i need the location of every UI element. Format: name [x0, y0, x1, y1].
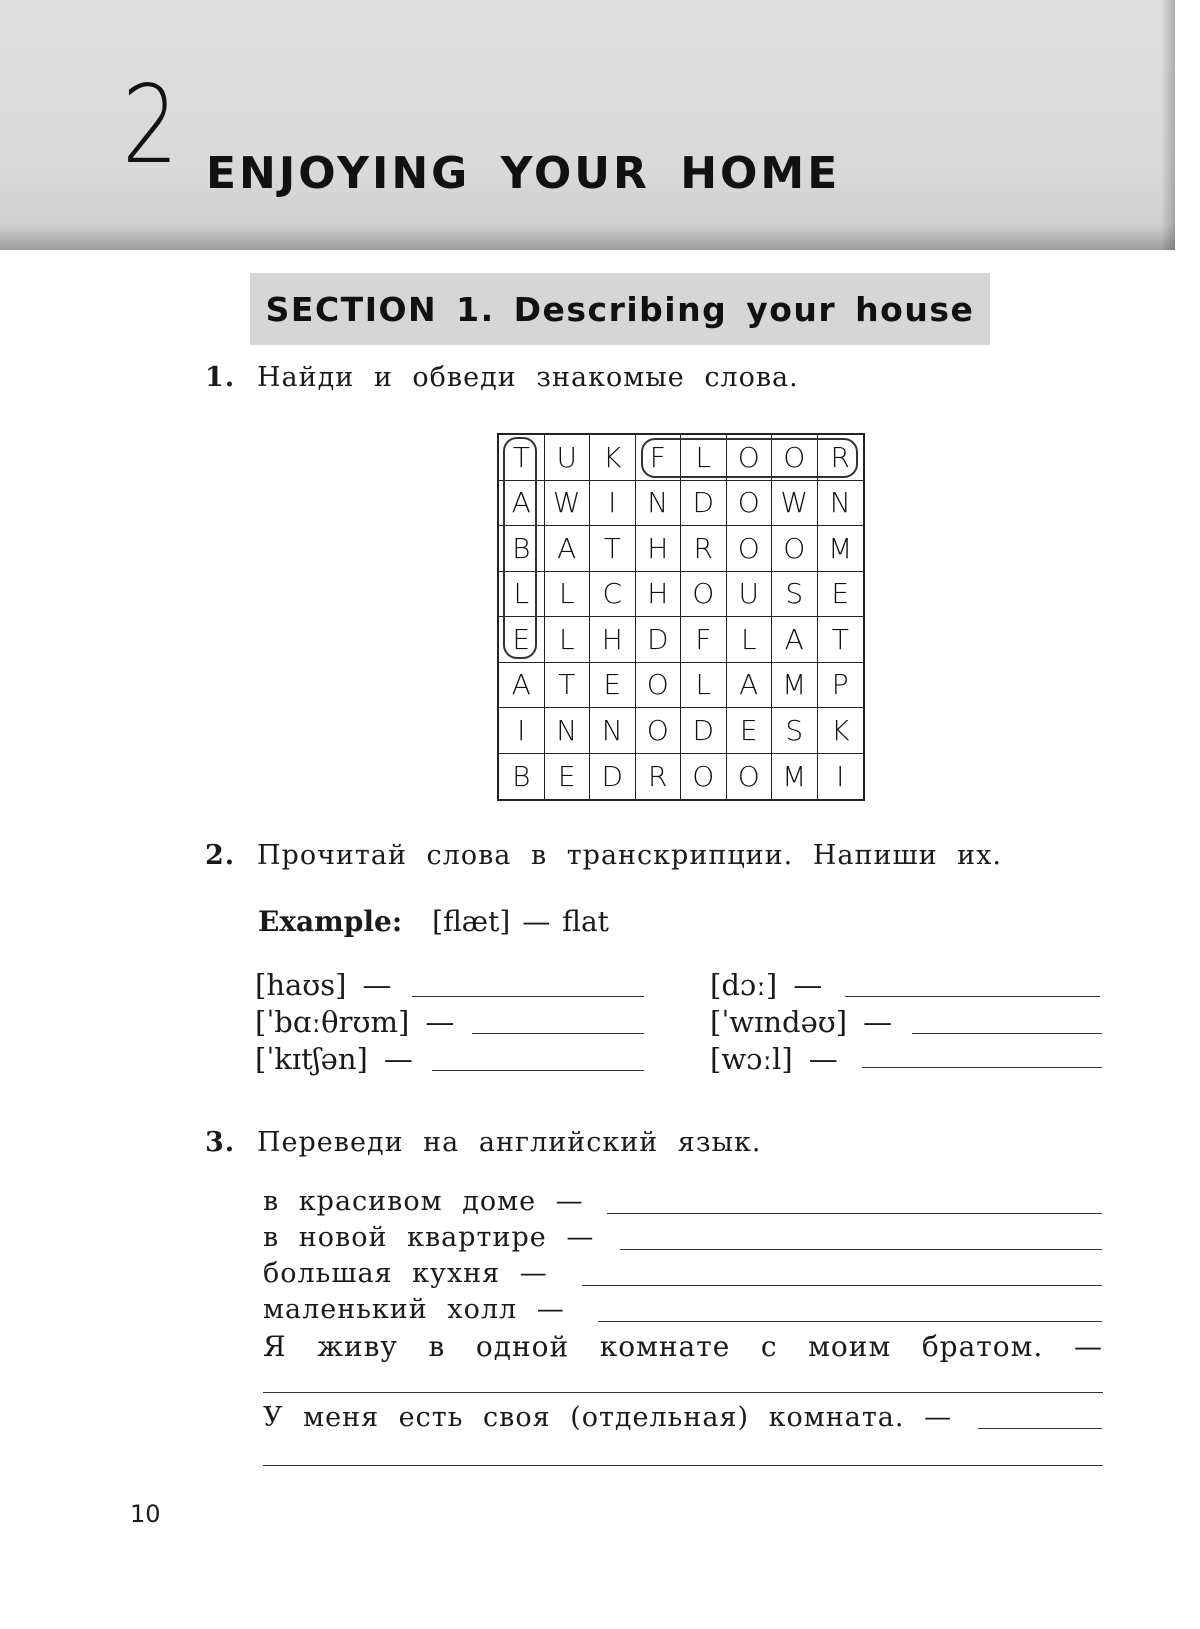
grid-cell[interactable]: H: [636, 572, 682, 618]
phrase-item: [263, 1222, 594, 1253]
example-phonetic: [flæt]: [432, 905, 511, 938]
grid-cell[interactable]: L: [545, 572, 591, 618]
task-1-number: 1.: [205, 362, 236, 393]
grid-cell[interactable]: A: [772, 617, 818, 663]
transcription-item: [255, 968, 391, 1002]
transcription-item: [710, 1005, 892, 1039]
grid-cell[interactable]: I: [590, 481, 636, 527]
chapter-title: ENJOYING YOUR HOME: [206, 148, 841, 199]
grid-cell[interactable]: I: [499, 708, 545, 754]
task-3-heading: [205, 1127, 762, 1158]
dash: —: [793, 968, 823, 1002]
grid-cell[interactable]: W: [545, 481, 591, 527]
grid-cell[interactable]: E: [818, 572, 864, 618]
answer-line[interactable]: [912, 1033, 1102, 1034]
grid-cell[interactable]: E: [727, 708, 773, 754]
grid-cell[interactable]: D: [681, 708, 727, 754]
word-search-grid: [497, 433, 865, 801]
transcription-text: [ˈkɪtʃən]: [255, 1042, 368, 1076]
task-2-instruction: Прочитай слова в транскрипции. Напиши их.: [257, 840, 1002, 871]
grid-cell[interactable]: A: [727, 663, 773, 709]
grid-cell[interactable]: O: [681, 572, 727, 618]
grid-cell[interactable]: L: [545, 617, 591, 663]
sentence-word: с: [760, 1330, 778, 1363]
answer-line[interactable]: [412, 996, 644, 997]
task-3-instruction: Переведи на английский язык.: [257, 1127, 762, 1158]
grid-cell[interactable]: K: [590, 435, 636, 481]
grid-cell[interactable]: O: [636, 663, 682, 709]
dash: —: [383, 1042, 413, 1076]
grid-cell[interactable]: L: [499, 572, 545, 618]
grid-cell[interactable]: R: [681, 526, 727, 572]
grid-cell[interactable]: U: [545, 435, 591, 481]
dash: —: [808, 1042, 838, 1076]
sentence-word: Я: [263, 1330, 287, 1363]
grid-cell[interactable]: R: [818, 435, 864, 481]
example-dash: —: [522, 905, 551, 938]
grid-cell[interactable]: T: [818, 617, 864, 663]
grid-cell[interactable]: M: [772, 663, 818, 709]
task-1-heading: [205, 362, 799, 393]
grid-cell[interactable]: M: [772, 754, 818, 800]
answer-line[interactable]: [862, 1067, 1102, 1068]
dash: —: [924, 1402, 953, 1433]
grid-cell[interactable]: B: [499, 526, 545, 572]
grid-cell[interactable]: L: [727, 617, 773, 663]
task-1-instruction: Найди и обведи знакомые слова.: [257, 362, 799, 393]
answer-line[interactable]: [582, 1285, 1102, 1286]
answer-line[interactable]: [598, 1321, 1102, 1322]
transcription-text: [haʊs]: [255, 968, 347, 1002]
grid-cell[interactable]: L: [681, 663, 727, 709]
dash: —: [425, 1005, 455, 1039]
sentence-word: братом.: [921, 1330, 1044, 1363]
dash: —: [566, 1222, 595, 1253]
sentence-2: [263, 1402, 952, 1433]
grid-cell[interactable]: O: [681, 754, 727, 800]
chapter-header: [0, 0, 1175, 250]
transcription-item: [710, 1042, 838, 1076]
grid-cell[interactable]: D: [590, 754, 636, 800]
grid-cell[interactable]: L: [681, 435, 727, 481]
sentence-word: в: [428, 1330, 446, 1363]
grid-cell[interactable]: O: [636, 708, 682, 754]
grid-cell[interactable]: H: [590, 617, 636, 663]
dash: —: [536, 1294, 565, 1325]
example-label: Example:: [258, 905, 403, 938]
grid-cell[interactable]: O: [772, 526, 818, 572]
grid-cell[interactable]: E: [545, 754, 591, 800]
sentence-1: [263, 1330, 1103, 1363]
grid-cell[interactable]: W: [772, 481, 818, 527]
task-3-number: 3.: [205, 1127, 236, 1158]
grid-cell[interactable]: O: [772, 435, 818, 481]
phrase-text: в новой квартире: [263, 1222, 547, 1253]
grid-cell[interactable]: O: [727, 435, 773, 481]
grid-cell[interactable]: N: [590, 708, 636, 754]
transcription-text: [ˈwɪndəʊ]: [710, 1005, 848, 1039]
grid-cell[interactable]: K: [818, 708, 864, 754]
task-2-heading: [205, 840, 1002, 871]
grid-cell[interactable]: I: [836, 759, 845, 793]
section-title: SECTION 1. Describing your house: [265, 289, 975, 329]
grid-cell[interactable]: B: [499, 754, 545, 800]
grid-cell[interactable]: H: [636, 526, 682, 572]
grid-cell[interactable]: T: [590, 526, 636, 572]
grid-cell[interactable]: N: [545, 708, 591, 754]
dash: —: [362, 968, 392, 1002]
dash: —: [863, 1005, 893, 1039]
sentence-word: живу: [317, 1330, 398, 1363]
answer-line[interactable]: [845, 996, 1100, 997]
sentence-word: —: [1073, 1330, 1103, 1363]
grid-cell[interactable]: P: [818, 663, 864, 709]
dash: —: [519, 1258, 548, 1289]
grid-cell[interactable]: D: [636, 617, 682, 663]
chapter-number: 2: [122, 63, 179, 188]
task-2-number: 2.: [205, 840, 236, 871]
transcription-text: [ˈbɑːθrʊm]: [255, 1005, 410, 1039]
section-banner: [250, 273, 990, 345]
grid-cell[interactable]: O: [727, 526, 773, 572]
transcription-text: [dɔː]: [710, 968, 778, 1002]
grid-cell[interactable]: O: [727, 754, 773, 800]
grid-cell[interactable]: T: [545, 663, 591, 709]
grid-cell[interactable]: R: [636, 754, 682, 800]
grid-cell[interactable]: F: [636, 435, 682, 481]
grid-cell[interactable]: O: [727, 481, 773, 527]
sentence-word: комнате: [599, 1330, 731, 1363]
answer-line[interactable]: [472, 1033, 644, 1034]
grid-cell[interactable]: N: [818, 481, 864, 527]
phrase-item: [263, 1294, 565, 1325]
transcription-item: [710, 968, 822, 1002]
grid-cell[interactable]: D: [681, 481, 727, 527]
transcription-item: [255, 1005, 454, 1039]
sentence-word: моим: [808, 1330, 892, 1363]
transcription-item: [255, 1042, 413, 1076]
sentence-2-text: У меня есть своя (отдельная) комната.: [263, 1402, 905, 1433]
phrase-item: [263, 1258, 548, 1289]
grid-cell[interactable]: S: [772, 708, 818, 754]
dash: —: [555, 1186, 584, 1217]
example-line: [258, 905, 609, 938]
answer-line[interactable]: [978, 1428, 1102, 1429]
grid-cell[interactable]: M: [818, 526, 864, 572]
example-answer: flat: [562, 905, 609, 938]
answer-line[interactable]: [432, 1070, 644, 1071]
grid-cell[interactable]: E: [590, 663, 636, 709]
phrase-text: маленький холл: [263, 1294, 518, 1325]
grid-cell[interactable]: T: [499, 435, 545, 481]
phrase-text: большая кухня: [263, 1258, 501, 1289]
grid-cell[interactable]: A: [499, 663, 545, 709]
answer-line[interactable]: [620, 1249, 1102, 1250]
phrase-item: [263, 1186, 584, 1217]
grid-cell[interactable]: C: [590, 572, 636, 618]
phrase-text: в красивом доме: [263, 1186, 537, 1217]
answer-line[interactable]: [607, 1213, 1102, 1214]
sentence-word: одной: [475, 1330, 570, 1363]
grid-cell[interactable]: E: [499, 617, 545, 663]
grid-cell[interactable]: F: [681, 617, 727, 663]
transcription-text: [wɔːl]: [710, 1042, 793, 1076]
answer-line[interactable]: [263, 1392, 1103, 1393]
grid-cell[interactable]: N: [636, 481, 682, 527]
page-number: 10: [130, 1500, 161, 1528]
grid-cell[interactable]: A: [499, 481, 545, 527]
grid-cell[interactable]: U: [727, 572, 773, 618]
grid-cell[interactable]: A: [545, 526, 591, 572]
grid-cell[interactable]: S: [772, 572, 818, 618]
answer-line[interactable]: [263, 1465, 1103, 1466]
